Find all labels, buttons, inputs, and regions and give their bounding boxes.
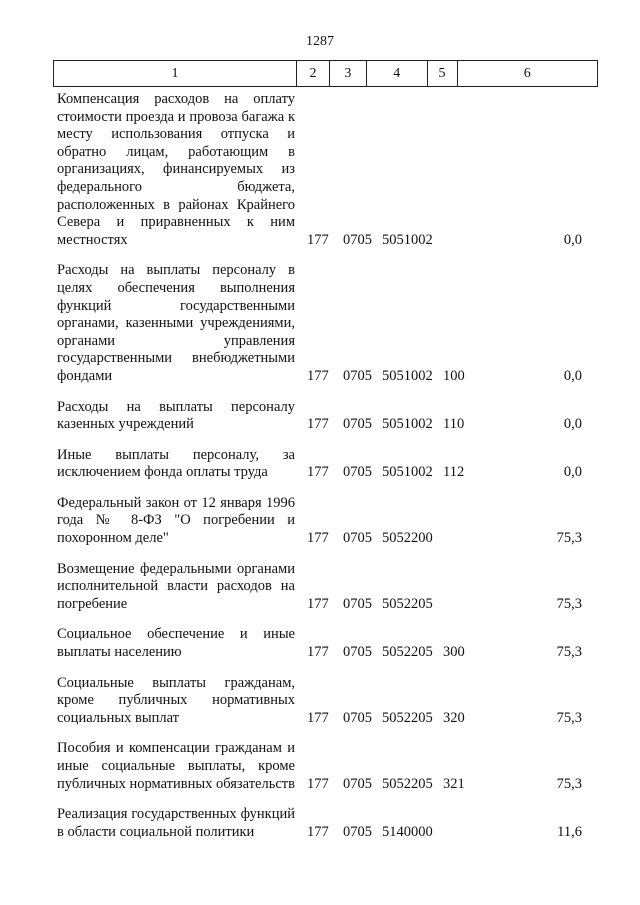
row-expense-type: 110	[443, 416, 465, 433]
row-name: Расходы на выплаты персоналу в целях обеспечения выполнения функций государственными органами, казенными учреждениями, органами управления государственными внебюджетными фондами	[57, 262, 295, 384]
row-target-code: 5051002	[382, 416, 433, 433]
row-section-code: 0705	[343, 595, 372, 612]
table-row	[0, 262, 640, 385]
row-expense-type: 321	[443, 775, 465, 792]
row-amount: 0,0	[563, 231, 582, 248]
row-section-code: 0705	[343, 775, 372, 792]
row-target-code: 5052205	[382, 775, 433, 792]
table-row	[0, 806, 640, 841]
table-row	[0, 626, 640, 661]
row-name: Пособия и компенсации гражданам и иные социальные выплаты, кроме публичных нормативных обязательств	[57, 740, 295, 792]
table-row	[0, 447, 640, 482]
row-target-code: 5052205	[382, 595, 433, 612]
row-section-code: 0705	[343, 464, 372, 481]
table-row	[0, 675, 640, 728]
row-ved-code: 177	[307, 823, 329, 840]
row-amount: 0,0	[563, 367, 582, 384]
row-ved-code: 177	[307, 367, 329, 384]
row-amount: 75,3	[556, 530, 582, 547]
row-target-code: 5052200	[382, 530, 433, 547]
row-amount: 75,3	[556, 775, 582, 792]
table-header	[53, 60, 598, 87]
row-name: Компенсация расходов на оплату стоимости проезда и провоза багажа к месту использования отпуска и обратно лицам, работающим в организациях, финансируемых из федерального бюджета, расположенных в районах Крайнего Севера и приравненных к ним местностях	[57, 91, 295, 248]
row-ved-code: 177	[307, 775, 329, 792]
row-name: Социальное обеспечение и иные выплаты населению	[57, 626, 295, 661]
row-expense-type: 100	[443, 367, 465, 384]
row-expense-type: 320	[443, 709, 465, 726]
row-target-code: 5051002	[382, 367, 433, 384]
row-expense-type: 300	[443, 644, 465, 661]
row-target-code: 5051002	[382, 231, 433, 248]
row-ved-code: 177	[307, 416, 329, 433]
row-target-code: 5052205	[382, 709, 433, 726]
header-col-3: 3	[330, 61, 367, 86]
row-name: Возмещение федеральными органами исполнительной власти расходов на погребение	[57, 560, 295, 612]
row-section-code: 0705	[343, 823, 372, 840]
row-amount: 75,3	[556, 595, 582, 612]
row-name: Федеральный закон от 12 января 1996 года № 8-ФЗ "О погребении и похоронном деле"	[57, 494, 295, 547]
row-target-code: 5140000	[382, 823, 433, 840]
row-name: Расходы на выплаты персоналу казенных учреждений	[57, 398, 295, 433]
table-row	[0, 740, 640, 793]
row-name: Реализация государственных функций в области социальной политики	[57, 806, 295, 840]
row-ved-code: 177	[307, 709, 329, 726]
row-ved-code: 177	[307, 595, 329, 612]
row-name: Социальные выплаты гражданам, кроме публичных нормативных социальных выплат	[57, 674, 295, 726]
row-ved-code: 177	[307, 231, 329, 248]
row-ved-code: 177	[307, 530, 329, 547]
header-col-1: 1	[54, 61, 297, 86]
table-row	[0, 399, 640, 434]
row-amount: 75,3	[556, 709, 582, 726]
page-number: 1287	[306, 34, 334, 49]
header-col-2: 2	[297, 61, 330, 86]
table-row	[0, 495, 640, 548]
row-section-code: 0705	[343, 416, 372, 433]
row-target-code: 5051002	[382, 464, 433, 481]
table-body	[0, 91, 640, 854]
table-row	[0, 561, 640, 614]
row-section-code: 0705	[343, 709, 372, 726]
header-col-5: 5	[428, 61, 458, 86]
row-amount: 0,0	[563, 464, 582, 481]
header-col-6: 6	[523, 65, 531, 81]
row-section-code: 0705	[343, 231, 372, 248]
row-amount: 0,0	[563, 416, 582, 433]
row-target-code: 5052205	[382, 644, 433, 661]
row-amount: 75,3	[556, 644, 582, 661]
row-section-code: 0705	[343, 367, 372, 384]
row-amount: 11,6	[557, 823, 582, 840]
table-row	[0, 91, 640, 249]
row-section-code: 0705	[343, 530, 372, 547]
row-expense-type: 112	[443, 464, 465, 481]
row-name: Иные выплаты персоналу, за исключением фонда оплаты труда	[57, 446, 295, 481]
row-section-code: 0705	[343, 644, 372, 661]
header-col-4: 4	[367, 61, 428, 86]
row-ved-code: 177	[307, 644, 329, 661]
row-ved-code: 177	[307, 464, 329, 481]
